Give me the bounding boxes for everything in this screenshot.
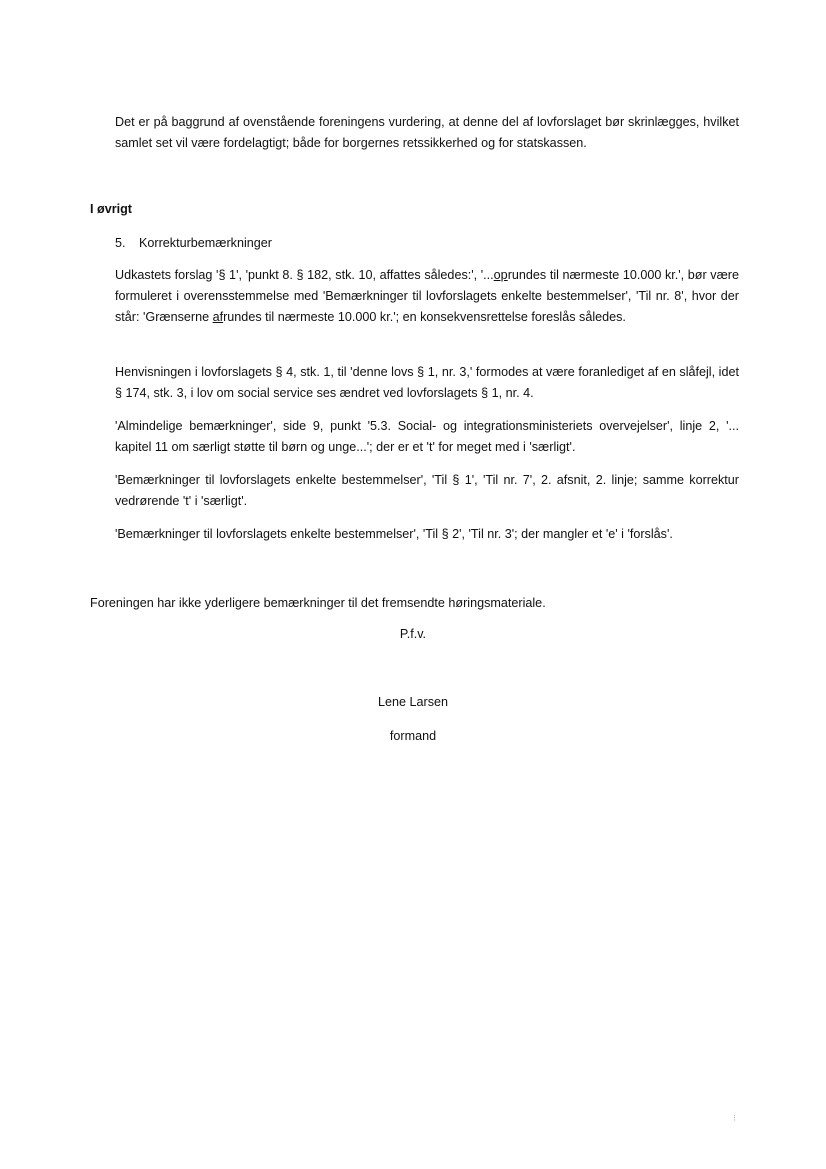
udkast-underlined-1: op	[493, 268, 508, 282]
item-title: Korrekturbemærkninger	[139, 236, 272, 250]
signoff: P.f.v.	[399, 627, 427, 641]
paragraph-henvisning: Henvisningen i lovforslagets § 4, stk. 1, til 'denne lovs § 1, nr. 3,' formodes at være foranlediget af en slåfejl, idet § 174, stk. 3, i lov om social service ses ændret ved lovforslagets § 1, nr. 4.	[115, 365, 739, 400]
paragraph-almindelige: 'Almindelige bemærkninger', side 9, punkt '5.3. Social- og integrationsministeriets overvejelser', linje 2, '... kapitel 11 om særligt støtte til børn og unge...'; der er et 't' for meget med i 'særligt'.	[115, 419, 739, 454]
udkast-text-3: rundes til nærmeste 10.000 kr.'; en konsekvensrettelse foreslås således.	[223, 310, 626, 324]
item-number: 5.	[115, 236, 126, 250]
intro-paragraph: Det er på baggrund af ovenstående foreningens vurdering, at denne del af lovforslaget bør skrinlægges, hvilket samlet set vil være fordelagtigt; både for borgernes retssikkerhed og for statskassen.	[115, 115, 739, 150]
closing-statement: Foreningen har ikke yderligere bemærkninger til det fremsendte høringsmateriale.	[90, 596, 546, 610]
paragraph-til-paragraf-2: 'Bemærkninger til lovforslagets enkelte bestemmelser', 'Til § 2', 'Til nr. 3'; der mangler et 'e' i 'forslås'.	[115, 527, 673, 541]
section-heading: I øvrigt	[90, 202, 132, 216]
signer-title: formand	[389, 729, 437, 743]
paragraph-til-paragraf-1: 'Bemærkninger til lovforslagets enkelte bestemmelser', 'Til § 1', 'Til nr. 7', 2. afsnit, 2. linje; samme korrektur vedrørende 't' i 'særligt'.	[115, 473, 739, 508]
udkast-underlined-2: af	[212, 310, 224, 324]
udkast-text-2: rundes til nærmeste 10.000 kr.', bør være formuleret i overensstemmelse med 'Bemærkninger til lovforslagets enkelte bestemmelser', 'Til nr. 8', hvor der står: 'Grænserne	[115, 268, 739, 324]
udkast-text-1: Udkastets forslag '§ 1', 'punkt 8. § 182, stk. 10, affattes således:', '...	[115, 268, 494, 282]
page-mark: ⁝	[733, 1113, 736, 1123]
paragraph-udkast	[115, 265, 739, 328]
signer-name: Lene Larsen	[377, 695, 449, 709]
